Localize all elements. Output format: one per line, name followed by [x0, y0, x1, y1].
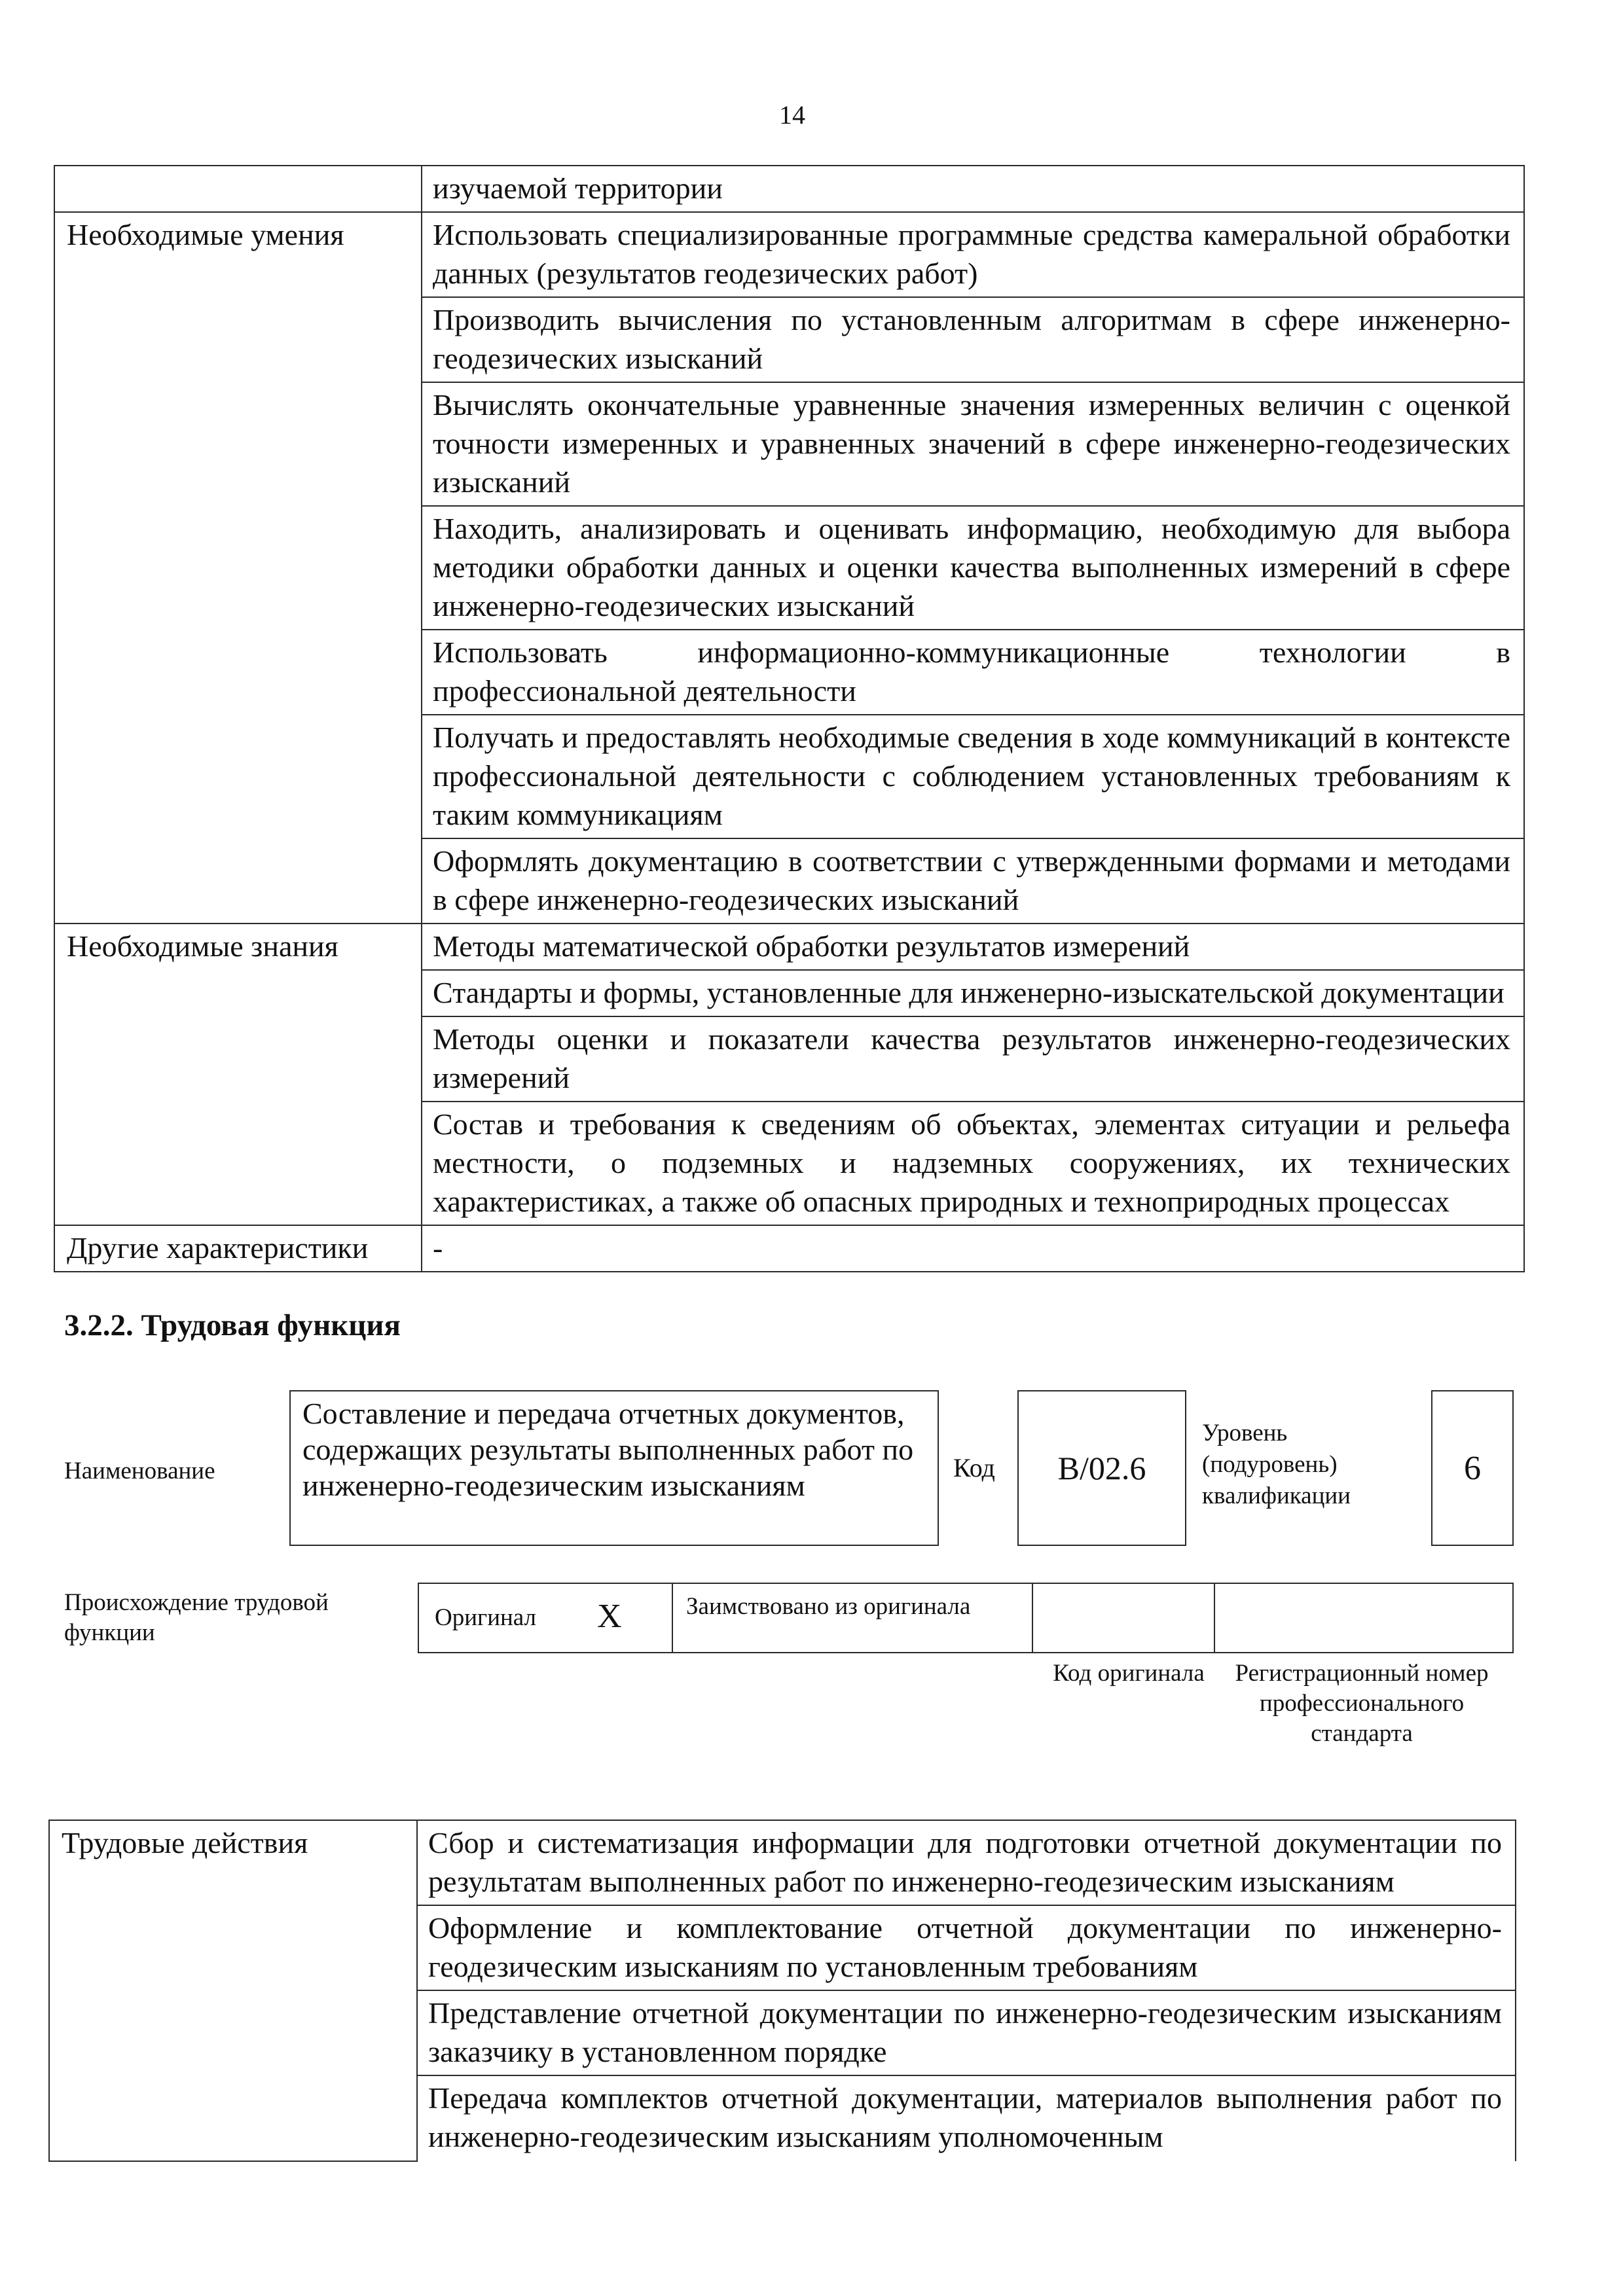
name-label: Наименование [64, 1458, 215, 1484]
table-row [54, 1225, 1524, 1272]
row-text: Производить вычисления по установленным алгоритмам в сфере инженерно-геодезических изысканий [422, 297, 1524, 382]
row-label [54, 166, 422, 212]
registration-number-caption: Регистрационный номер профессионального стандарта [1235, 1660, 1489, 1747]
origin-label: Происхождение трудовой функции [64, 1589, 329, 1646]
table-row [49, 1820, 1516, 1905]
row-text: Состав и требования к сведениям об объектах, элементах ситуации и рельефа местности, о подземных и надземных сооружениях, их технических характеристиках, а также об опасных природных и технoприродных процессах [422, 1102, 1524, 1225]
borrowed-cell [673, 1584, 1033, 1652]
table-row [54, 166, 1524, 212]
row-text: Находить, анализировать и оценивать информацию, необходимую для выбора методики обработки данных и оценки качества выполненных измерений в сфере инженерно-геодезических изысканий [422, 506, 1524, 630]
labor-actions-label: Трудовые действия [49, 1820, 417, 2161]
function-name-value: Составление и передача отчетных документов, содержащих результаты выполненных работ по инженерно-геодезическим изысканиям [289, 1390, 939, 1546]
original-code-cell [1033, 1584, 1215, 1652]
row-text: Вычислять окончательные уравненные значения измеренных величин с оценкой точности измеренных и уравненных значений в сфере инженерно-геодезических изысканий [422, 382, 1524, 506]
original-cell [419, 1584, 673, 1652]
row-text: Представление отчетной документации по инженерно-геодезическим изысканиям заказчику в установленном порядке [417, 1990, 1516, 2075]
page-number: 14 [779, 100, 805, 130]
original-code-caption: Код оригинала [1053, 1660, 1205, 1687]
row-text: - [422, 1225, 1524, 1272]
row-text: Передача комплектов отчетной документации, материалов выполнения работ по инженерно-геодезическим изысканиям уполномоченным [417, 2075, 1516, 2161]
row-text: Сбор и систематизация информации для подготовки отчетной документации по результатам выполненных работ по инженерно-геодезическим изысканиям [417, 1820, 1516, 1905]
section-heading: 3.2.2. Трудовая функция [64, 1308, 401, 1342]
row-text: Использовать специализированные программные средства камеральной обработки данных (результатов геодезических работ) [422, 212, 1524, 297]
skills-knowledge-table [54, 165, 1525, 1272]
row-text: Стандарты и формы, установленные для инженерно-изыскательской документации [422, 970, 1524, 1016]
code-label: Код [953, 1453, 995, 1482]
row-text: Оформлять документацию в соответствии с утвержденными формами и методами в сфере инженерно-геодезических изысканий [422, 838, 1524, 924]
code-value: B/02.6 [1017, 1390, 1186, 1546]
row-text: Оформление и комплектование отчетной документации по инженерно-геодезическим изысканиям по установленным требованиям [417, 1905, 1516, 1990]
required-knowledge-label: Необходимые знания [54, 924, 422, 1225]
table-row [54, 212, 1524, 297]
qualification-level-label: Уровень (подуровень) квалификации [1202, 1420, 1351, 1509]
row-text: Использовать информационно-коммуникационные технологии в профессиональной деятельности [422, 630, 1524, 715]
table-row [54, 924, 1524, 970]
other-characteristics-label: Другие характеристики [54, 1225, 422, 1272]
qualification-level-value: 6 [1431, 1390, 1514, 1546]
required-skills-label: Необходимые умения [54, 212, 422, 924]
labor-actions-table [48, 1820, 1516, 2162]
row-text: Методы оценки и показатели качества результатов инженерно-геодезических измерений [422, 1016, 1524, 1102]
original-label: Оригинал [435, 1604, 537, 1631]
row-text: Методы математической обработки результатов измерений [422, 924, 1524, 970]
borrowed-label: Заимствовано из оригинала [686, 1593, 971, 1620]
row-text: Получать и предоставлять необходимые сведения в ходе коммуникаций в контексте профессиональной деятельности с соблюдением установленных требованиям к таким коммуникациям [422, 715, 1524, 838]
row-text: изучаемой территории [422, 166, 1524, 212]
original-mark: X [597, 1598, 622, 1635]
origin-row [418, 1583, 1514, 1653]
registration-number-cell [1215, 1584, 1512, 1652]
